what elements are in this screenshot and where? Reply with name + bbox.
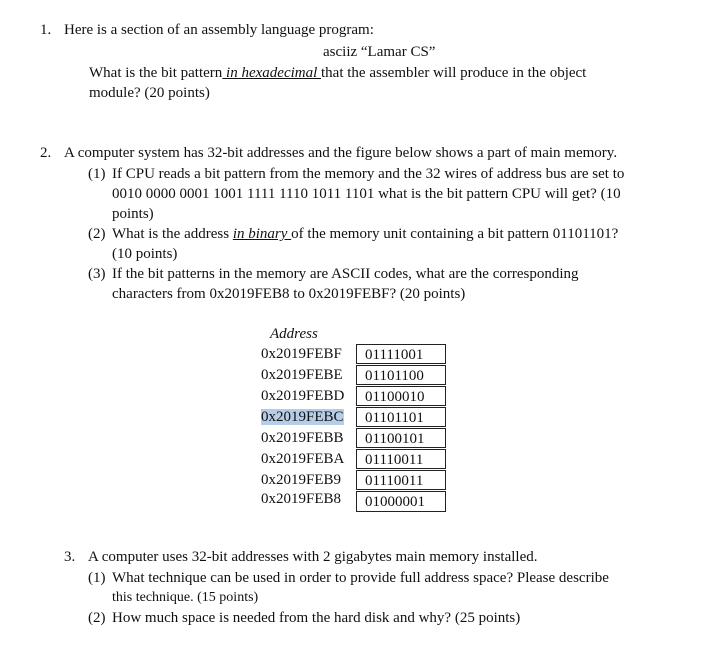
q1-number: 1.	[40, 22, 52, 38]
q2-binary-emphasis: in binary	[232, 226, 292, 242]
memory-address: 0x2019FEBE	[261, 367, 343, 383]
q1-code: asciiz “Lamar CS”	[323, 44, 436, 60]
memory-value: 01101101	[356, 407, 446, 427]
memory-value: 01110011	[356, 470, 446, 490]
q2-p1-line2: 0010 0000 0001 1001 1111 1110 1011 1101 what is the bit pattern CPU will get? (10	[112, 186, 621, 202]
q1-line2	[89, 64, 586, 82]
memory-address-highlighted	[261, 407, 361, 427]
memory-address: 0x2019FEB8	[261, 491, 342, 507]
memory-address: 0x2019FEBF	[261, 346, 342, 362]
q2-p2-line1	[112, 225, 618, 243]
q3-number: 3.	[64, 549, 76, 565]
memory-address: 0x2019FEBA	[261, 451, 345, 467]
q1-line3: module? (20 points)	[89, 85, 210, 101]
memory-value: 01111001	[356, 344, 446, 364]
highlighted-address-text: 0x2019FEBC	[261, 409, 344, 425]
q2-p2-line1a: What is the address	[112, 226, 233, 242]
memory-address: 0x2019FEB9	[261, 472, 342, 488]
memory-value: 01100010	[356, 386, 446, 406]
q2-p3-line1: If the bit patterns in the memory are ASCII codes, what are the corresponding	[112, 266, 579, 282]
memory-value: 01100101	[356, 428, 446, 448]
q3-p1-line1: What technique can be used in order to provide full address space? Please describe	[112, 570, 609, 586]
memory-address: 0x2019FEBD	[261, 388, 345, 404]
q3-p2-label: (2)	[88, 610, 106, 626]
q2-p1-label: (1)	[88, 166, 106, 182]
memory-value: 01110011	[356, 449, 446, 469]
memory-value: 01101100	[356, 365, 446, 385]
q3-line1: A computer uses 32-bit addresses with 2 gigabytes main memory installed.	[88, 549, 538, 565]
q2-line1: A computer system has 32-bit addresses and the figure below shows a part of main memory.	[64, 145, 618, 161]
q3-p2-line1: How much space is needed from the hard disk and why? (25 points)	[112, 610, 521, 626]
q1-line2c: that the assembler will produce in the object	[321, 65, 587, 81]
memory-value: 01000001	[356, 491, 446, 512]
q2-number: 2.	[40, 145, 52, 161]
q2-p3-label: (3)	[88, 266, 106, 282]
q1-line2a: What is the bit pattern	[89, 65, 223, 81]
q1-line1: Here is a section of an assembly language program:	[64, 22, 374, 38]
q2-p3-line2: characters from 0x2019FEB8 to 0x2019FEBF? (20 points)	[112, 286, 466, 302]
memory-address-header: Address	[270, 326, 318, 342]
memory-address: 0x2019FEBB	[261, 430, 344, 446]
q3-p1-line2: this technique. (15 points)	[112, 590, 259, 605]
q3-p1-label: (1)	[88, 570, 106, 586]
q2-p1-line3: points)	[112, 206, 154, 222]
q2-p2-label: (2)	[88, 226, 106, 242]
q2-p2-line2: (10 points)	[112, 246, 178, 262]
q2-p1-line1: If CPU reads a bit pattern from the memory and the 32 wires of address bus are set to	[112, 166, 625, 182]
q1-hex-emphasis: in hexadecimal	[222, 65, 322, 81]
q2-p2-line1c: of the memory unit containing a bit pattern 01101101?	[291, 226, 619, 242]
